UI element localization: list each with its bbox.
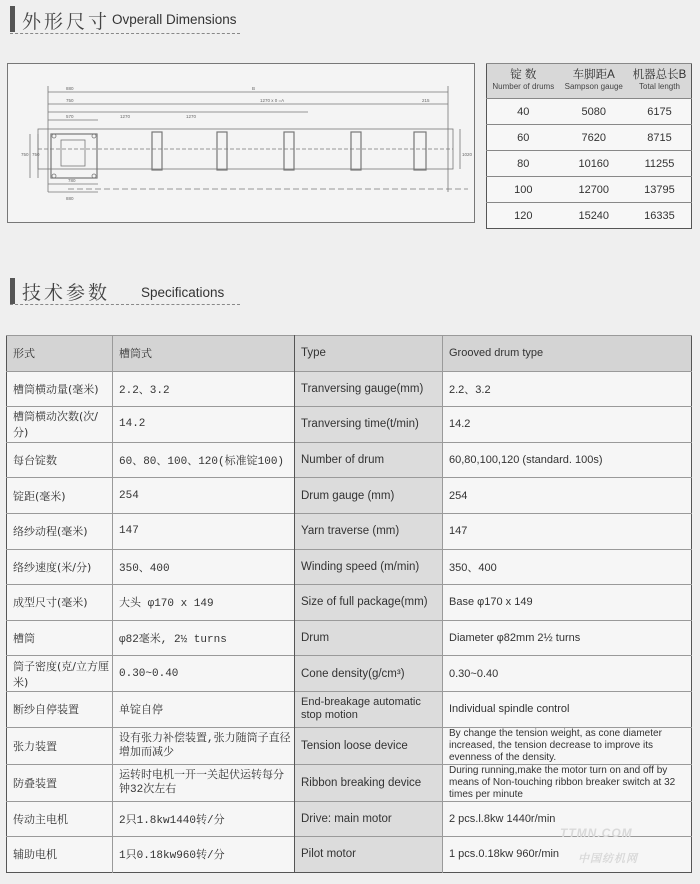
spec-row — [7, 478, 692, 514]
spec-value-zh: 运转时电机一开一关起伏运转每分钟32次左右 — [113, 764, 295, 801]
spec-value-en: 60,80,100,120 (standard. 100s) — [443, 442, 692, 478]
col-header-en: Total length — [639, 82, 680, 91]
dim-label-880: 880 — [66, 86, 74, 91]
specifications-title-zh: 技术参数 — [22, 282, 111, 304]
header-bar — [10, 6, 15, 32]
spec-row — [7, 513, 692, 549]
spec-label-zh: 每台锭数 — [7, 442, 113, 478]
col-header-zh: 车脚距A — [572, 69, 615, 81]
header-bar — [10, 278, 15, 304]
col-number-of-drums — [487, 64, 560, 99]
spec-label-zh: 络纱动程(毫米) — [7, 513, 113, 549]
table-row — [487, 177, 692, 203]
spec-row — [7, 407, 692, 443]
cell: 5080 — [560, 99, 628, 125]
col-header-en: Sampson gauge — [564, 82, 623, 91]
dimensions-header-row — [487, 64, 692, 99]
spec-label-en: Tranversing gauge(mm) — [295, 371, 443, 407]
cell: 10160 — [560, 151, 628, 177]
spec-value-en: 254 — [443, 478, 692, 514]
spec-row — [7, 442, 692, 478]
spec-label-zh: 槽筒横动次数(次/分) — [7, 407, 113, 443]
spec-row — [7, 549, 692, 585]
cell: 120 — [487, 203, 560, 229]
spec-label-en: Type — [295, 336, 443, 372]
col-header-zh: 锭 数 — [510, 69, 537, 81]
spec-label-zh: 锭距(毫米) — [7, 478, 113, 514]
spec-value-zh: 350、400 — [113, 549, 295, 585]
col-header-en: Number of drums — [492, 82, 555, 91]
spec-label-zh: 形式 — [7, 336, 113, 372]
specifications-title-en: Specifications — [141, 285, 225, 300]
dimensions-table — [486, 63, 692, 229]
spec-label-zh: 断纱自停装置 — [7, 691, 113, 727]
spec-label-en: Yarn traverse (mm) — [295, 513, 443, 549]
spec-value-zh: 2.2、3.2 — [113, 371, 295, 407]
dim-label-b: B — [252, 86, 256, 91]
dim-label-780: 780 — [68, 178, 76, 183]
cell: 13795 — [628, 177, 692, 203]
spec-value-zh: 2只1.8kw1440转/分 — [113, 801, 295, 837]
col-sampson-gauge — [560, 64, 628, 99]
machine-outline-drawing — [8, 64, 474, 222]
spec-value-zh: 大头 φ170 x 149 — [113, 585, 295, 621]
table-row — [487, 203, 692, 229]
spec-value-zh: 254 — [113, 478, 295, 514]
spec-label-zh: 成型尺寸(毫米) — [7, 585, 113, 621]
spec-row — [7, 585, 692, 621]
spec-label-zh: 辅助电机 — [7, 837, 113, 873]
spec-value-en: By change the tension weight, as cone diameter increased, the tension decrease to improve its evenness of the density. — [443, 727, 692, 764]
spec-value-zh: 60、80、100、120(标准锭100) — [113, 442, 295, 478]
spec-label-zh: 传动主电机 — [7, 801, 113, 837]
spec-label-en: Number of drum — [295, 442, 443, 478]
spec-value-en: 350、400 — [443, 549, 692, 585]
spec-value-en: Base φ170 x 149 — [443, 585, 692, 621]
spec-row — [7, 656, 692, 692]
dim-label-bottom-880: 880 — [66, 196, 74, 201]
cell: 8715 — [628, 125, 692, 151]
machine-drawing — [7, 63, 475, 223]
dim-label-left-750: 750 — [21, 152, 29, 157]
watermark-cn: 中国纺机网 — [578, 853, 638, 865]
cell: 11255 — [628, 151, 692, 177]
spec-row — [7, 336, 692, 372]
spec-label-zh: 络纱速度(米/分) — [7, 549, 113, 585]
dim-label-215: 215 — [422, 98, 430, 103]
spec-value-en: Individual spindle control — [443, 691, 692, 727]
dim-label-a: 1270 x 0 =A — [260, 98, 285, 103]
spec-row — [7, 727, 692, 764]
spec-label-zh: 槽筒 — [7, 620, 113, 656]
spec-label-en: Winding speed (m/min) — [295, 549, 443, 585]
spec-label-en: Cone density(g/cm³) — [295, 656, 443, 692]
spec-label-en: Drum gauge (mm) — [295, 478, 443, 514]
spec-value-zh: 槽筒式 — [113, 336, 295, 372]
spec-value-zh: φ82毫米, 2½ turns — [113, 620, 295, 656]
spec-value-en: 2.2、3.2 — [443, 371, 692, 407]
header-divider — [10, 304, 240, 305]
spec-value-en: 0.30~0.40 — [443, 656, 692, 692]
cell: 60 — [487, 125, 560, 151]
col-header-zh: 机器总长B — [632, 69, 687, 81]
dim-label-750: 750 — [66, 98, 74, 103]
spec-label-en: Tranversing time(t/min) — [295, 407, 443, 443]
spec-row — [7, 764, 692, 801]
spec-value-en: 14.2 — [443, 407, 692, 443]
spec-value-zh: 1只0.18kw960转/分 — [113, 837, 295, 873]
cell: 15240 — [560, 203, 628, 229]
spec-label-en: Ribbon breaking device — [295, 764, 443, 801]
dim-label-left-750b: 750 — [32, 152, 40, 157]
spec-label-en: Drive: main motor — [295, 801, 443, 837]
spec-value-zh: 147 — [113, 513, 295, 549]
spec-label-zh: 张力装置 — [7, 727, 113, 764]
spec-label-zh: 槽筒横动量(毫米) — [7, 371, 113, 407]
spec-label-zh: 防叠装置 — [7, 764, 113, 801]
spec-label-en: Tension loose device — [295, 727, 443, 764]
cell: 12700 — [560, 177, 628, 203]
spec-row — [7, 620, 692, 656]
col-total-length — [628, 64, 692, 99]
watermark: TTMN.COM — [560, 826, 633, 840]
spec-label-en: Size of full package(mm) — [295, 585, 443, 621]
specifications-table — [6, 335, 692, 873]
dim-label-1270-b: 1270 — [186, 114, 197, 119]
header-divider — [10, 33, 240, 34]
spec-value-zh: 14.2 — [113, 407, 295, 443]
spec-value-en: Diameter φ82mm 2½ turns — [443, 620, 692, 656]
cell: 80 — [487, 151, 560, 177]
spec-row — [7, 691, 692, 727]
overall-dimensions-title-zh: 外形尺寸 — [22, 11, 111, 33]
spec-value-en: Grooved drum type — [443, 336, 692, 372]
dim-label-570: 570 — [66, 114, 74, 119]
spec-label-en: End-breakage automatic stop motion — [295, 691, 443, 727]
cell: 6175 — [628, 99, 692, 125]
spec-value-zh: 单锭自停 — [113, 691, 295, 727]
spec-label-en: Pilot motor — [295, 837, 443, 873]
spec-value-en: 147 — [443, 513, 692, 549]
cell: 16335 — [628, 203, 692, 229]
dim-label-1020: 1020 — [462, 152, 473, 157]
cell: 7620 — [560, 125, 628, 151]
spec-value-en: 2 pcs.l.8kw 1440r/min — [443, 801, 692, 837]
spec-label-en: Drum — [295, 620, 443, 656]
table-row — [487, 151, 692, 177]
cell: 40 — [487, 99, 560, 125]
overall-dimensions-title-en: Ovperall Dimensions — [112, 12, 237, 27]
spec-value-zh: 设有张力补偿装置,张力随筒子直径增加而减少 — [113, 727, 295, 764]
spec-value-en: During running,make the motor turn on and off by means of Non-touching ribbon breaker switch at 32 times per minute — [443, 764, 692, 801]
dim-label-1270-a: 1270 — [120, 114, 131, 119]
table-row — [487, 125, 692, 151]
spec-row — [7, 371, 692, 407]
spec-value-zh: 0.30~0.40 — [113, 656, 295, 692]
table-row — [487, 99, 692, 125]
cell: 100 — [487, 177, 560, 203]
spec-label-zh: 筒子密度(克/立方厘米) — [7, 656, 113, 692]
spec-value-en: 1 pcs.0.18kw 960r/min — [443, 837, 692, 873]
